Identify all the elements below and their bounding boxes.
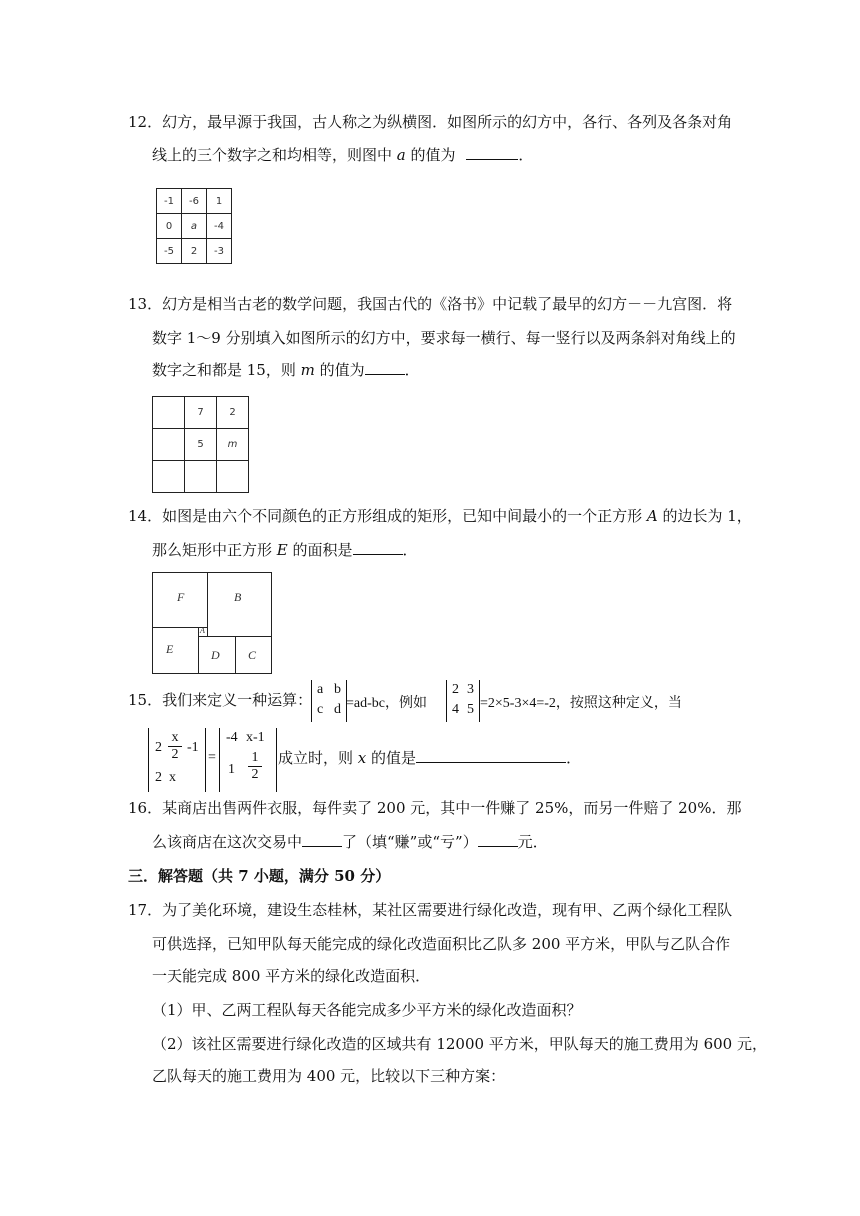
q12-end: ．: [518, 146, 534, 164]
magic-square-q12: [156, 188, 232, 264]
q15-intro: 15．我们来定义一种运算：: [128, 691, 313, 709]
q12-grid-row: [157, 189, 232, 214]
q12-grid-cell: 1: [207, 189, 232, 214]
q15-example-text: =2×5-3×4=-2，按照这种定义，当: [480, 696, 682, 711]
q13-grid-row: [153, 397, 249, 429]
q15-tail-text-b: 的值是: [371, 749, 417, 767]
det-d: d: [334, 702, 341, 717]
q12-grid-cell: -3: [207, 239, 232, 264]
q17-part2: （2）该社区需要进行绿化改造的区域共有 12000 平方米，甲队每天的施工费用为 600 元，: [152, 1035, 767, 1053]
det-c: c: [317, 702, 324, 717]
q14-end: ．: [402, 541, 418, 559]
label-c: C: [248, 648, 257, 662]
label-e: E: [166, 642, 174, 656]
fraction-1-den: 2: [248, 766, 262, 783]
q14-line1: [128, 506, 752, 526]
fraction-1-num: 1: [251, 750, 259, 765]
q13-grid-cell: 2: [217, 397, 249, 429]
q12-grid-cell: a: [182, 214, 207, 239]
q17-part1: （1）甲、乙两工程队每天各能完成多少平方米的绿化改造面积？: [152, 1001, 582, 1019]
label-f: F: [177, 590, 185, 604]
q13-grid-row: [153, 429, 249, 461]
q12-grid-cell: -5: [157, 239, 182, 264]
q17-part2-cont: 乙队每天的施工费用为 400 元，比较以下三种方案：: [152, 1067, 506, 1085]
q14-line2-text-b: 的面积是: [292, 541, 353, 559]
left-det-2: 2: [155, 740, 162, 755]
q16-line2: [152, 832, 548, 852]
det-ex-c: 4: [452, 702, 459, 717]
square-e: [152, 627, 199, 674]
q15-answer-blank[interactable]: [416, 748, 566, 763]
q12-grid-row: [157, 239, 232, 264]
q13-answer-blank[interactable]: [365, 360, 405, 375]
q16-answer-blank-1[interactable]: [302, 832, 342, 847]
q12-line1: 12．幻方，最早源于我国，古人称之为纵横图．如图所示的幻方中，各行、各列及各条对角: [128, 113, 733, 131]
det-a: a: [317, 682, 324, 697]
q13-variable: m: [300, 361, 315, 379]
q13-grid-cell: 7: [185, 397, 217, 429]
q12-line2-text-b: 的值为: [410, 146, 456, 164]
q13-grid-row: [153, 461, 249, 493]
q13-line1: 13．幻方是相当古老的数学问题，我国古代的《洛书》中记载了最早的幻方－－九宫图．将: [128, 295, 733, 313]
q12-grid-cell: -4: [207, 214, 232, 239]
q13-end: ．: [404, 361, 420, 379]
q15-definition-text: =ad-bc，例如: [346, 696, 427, 711]
q15-variable: x: [357, 749, 367, 767]
q16-line2-text: 么该商店在这次交易中: [152, 833, 303, 851]
q13-line3: [152, 360, 420, 380]
q13-grid-cell: [153, 461, 185, 493]
q14-var-e: E: [276, 541, 288, 559]
determinant-definition: [311, 680, 347, 722]
q13-grid-cell: m: [217, 429, 249, 461]
q12-grid-cell: -1: [157, 189, 182, 214]
det-ex-b: 3: [467, 682, 474, 697]
label-d: D: [211, 648, 220, 662]
q13-grid-cell: [153, 397, 185, 429]
det-ex-d: 5: [467, 702, 474, 717]
q15-tail-text: 成立时，则: [278, 749, 354, 767]
q15-tail: [278, 748, 581, 768]
q16-answer-blank-2[interactable]: [478, 832, 518, 847]
determinant-example: [446, 680, 480, 722]
det-b: b: [334, 682, 341, 697]
q12-grid-row: [157, 214, 232, 239]
right-det-1: 1: [228, 762, 235, 777]
fraction-1-over-2: [248, 750, 262, 783]
q14-answer-blank[interactable]: [353, 540, 403, 555]
q17-line3: 一天能完成 800 平方米的绿化改造面积．: [152, 967, 431, 985]
q13-grid-cell: [153, 429, 185, 461]
q12-line2-text: 线上的三个数字之和均相等，则图中: [152, 146, 393, 164]
q14-line2: [152, 540, 418, 560]
section-heading: 三．解答题（共 7 小题，满分 50 分）: [128, 867, 391, 885]
q14-line2-text: 那么矩形中正方形: [152, 541, 273, 559]
q12-variable: a: [396, 146, 406, 164]
q12-grid-cell: 0: [157, 214, 182, 239]
q14-line1-text: 14．如图是由六个不同颜色的正方形组成的矩形，已知中间最小的一个正方形: [128, 507, 643, 525]
q13-grid-cell: 5: [185, 429, 217, 461]
label-b: B: [234, 590, 242, 604]
q13-line3-text-b: 的值为: [319, 361, 365, 379]
left-det-2b: 2: [155, 770, 162, 785]
fraction-x-over-2: [168, 730, 182, 763]
q12-grid-cell: -6: [182, 189, 207, 214]
nine-palace-grid-q13: [152, 396, 249, 493]
q13-line2: 数字 1～9 分别填入如图所示的幻方中，要求每一横行、每一竖行以及两条斜对角线上的: [152, 329, 736, 347]
q14-var-a: A: [646, 507, 658, 525]
fraction-x-den: 2: [168, 746, 182, 763]
q12-line2: [152, 145, 533, 165]
label-a: A: [200, 626, 205, 635]
equals-sign: =: [208, 750, 216, 765]
right-det-m4: -4: [226, 730, 238, 745]
q16-line2-text-b: 了（填“赚”或“亏”）: [342, 833, 478, 851]
q16-line1: 16．某商店出售两件衣服，每件卖了 200 元，其中一件赚了 25%，而另一件赔了 20%．那: [128, 799, 742, 817]
fraction-x-num: x: [171, 730, 179, 745]
q13-grid-cell: [217, 461, 249, 493]
det-ex-a: 2: [452, 682, 459, 697]
left-det-x: x: [169, 770, 176, 785]
q13-grid-cell: [185, 461, 217, 493]
q12-answer-blank[interactable]: [466, 145, 518, 160]
q17-line1: 17．为了美化环境，建设生态桂林，某社区需要进行绿化改造，现有甲、乙两个绿化工程队: [128, 901, 733, 919]
right-det-xm1: x-1: [246, 730, 265, 745]
q14-line1-text-b: 的边长为 1，: [662, 507, 752, 525]
q16-line2-text-c: 元．: [517, 833, 548, 851]
q13-line3-text: 数字之和都是 15，则: [152, 361, 296, 379]
q12-grid-cell: 2: [182, 239, 207, 264]
q17-line2: 可供选择，已知甲队每天能完成的绿化改造面积比乙队多 200 平方米，甲队与乙队合作: [152, 935, 731, 953]
left-det-minus1: -1: [187, 740, 199, 755]
q15-end: ．: [566, 749, 582, 767]
